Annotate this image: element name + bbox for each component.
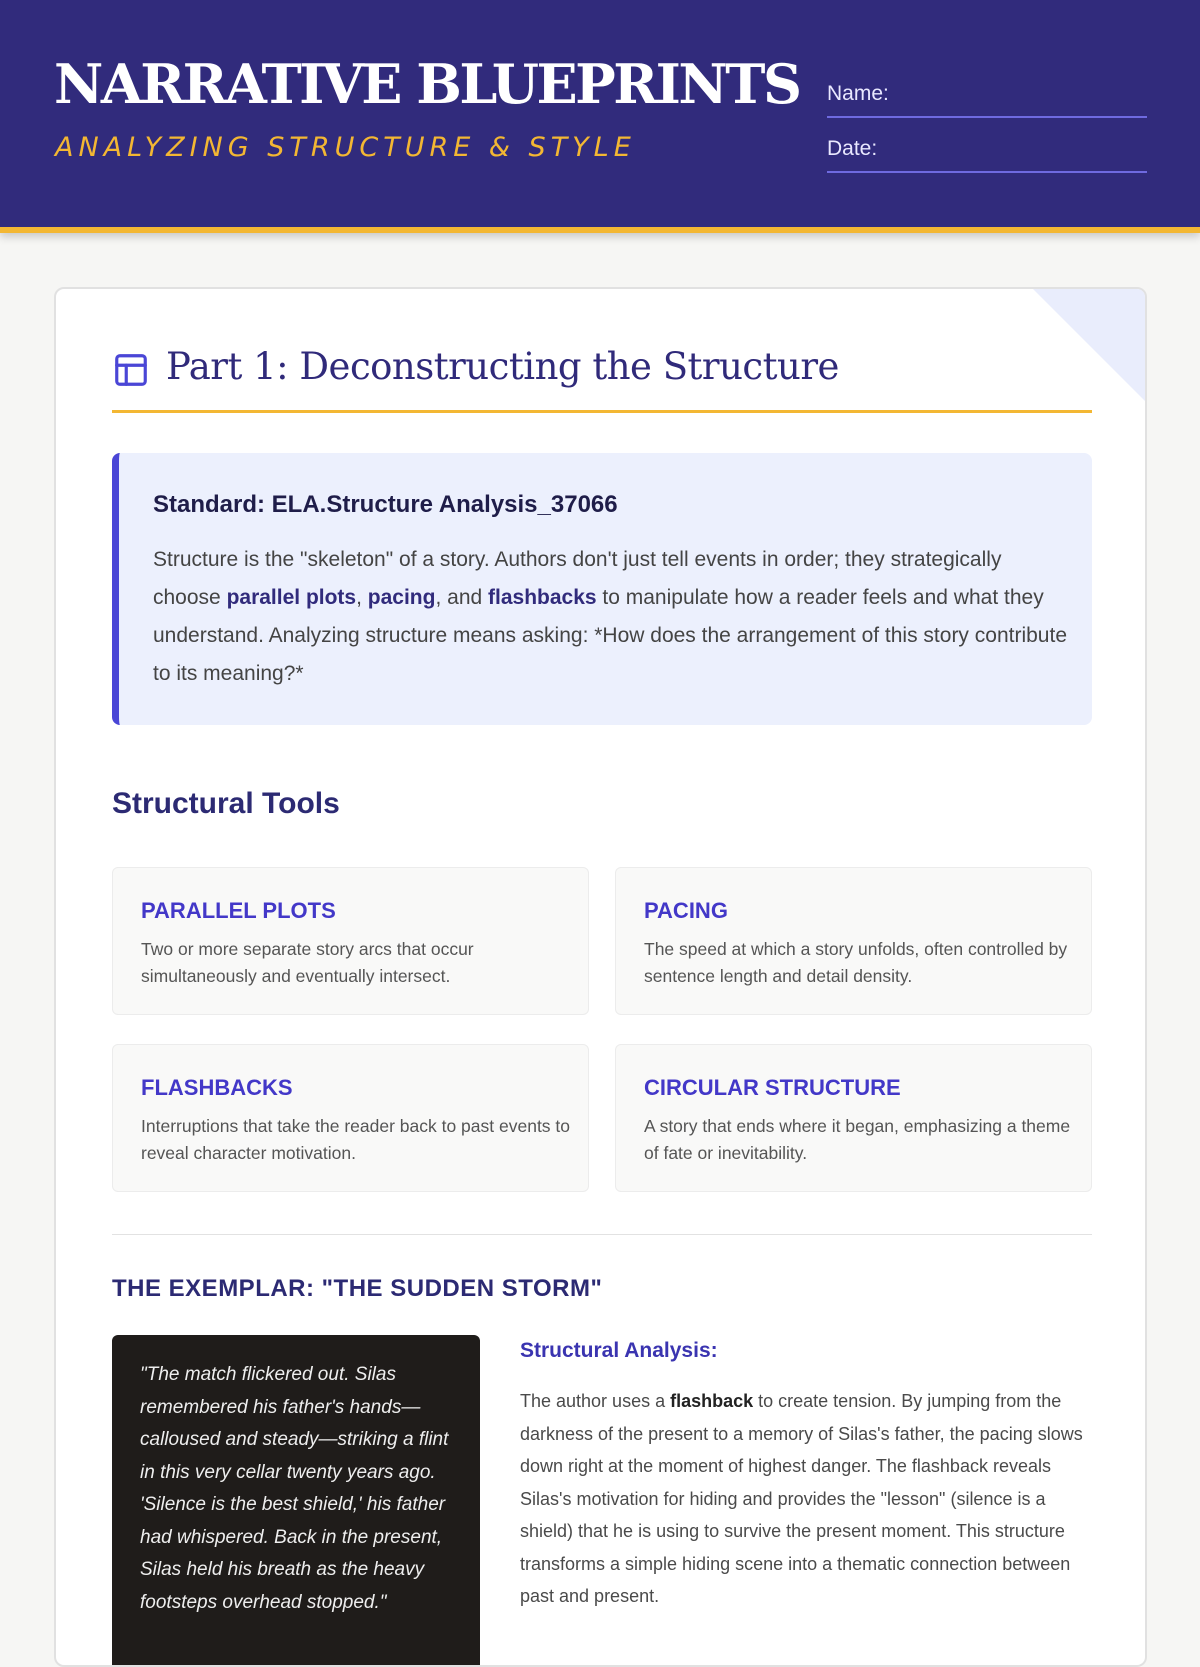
date-label: Date: bbox=[827, 137, 878, 160]
keyword-pacing: pacing bbox=[367, 586, 436, 609]
layout-icon bbox=[112, 351, 150, 389]
exemplar-quote-box bbox=[112, 1335, 480, 1667]
standard-text-separator: , bbox=[356, 586, 368, 609]
tool-card-parallel-plots bbox=[112, 867, 589, 1015]
part-heading bbox=[112, 345, 1092, 413]
tool-description: Two or more separate story arcs that occur simultaneously and eventually intersect. bbox=[141, 939, 474, 986]
analysis-text-part: The author uses a bbox=[520, 1391, 671, 1411]
analysis-text bbox=[520, 1385, 1095, 1613]
page-header bbox=[0, 0, 1200, 233]
tool-title: FLASHBACKS bbox=[141, 1075, 293, 1100]
tool-description: The speed at which a story unfolds, often controlled by sentence length and detail density. bbox=[644, 939, 1068, 986]
keyword-parallel-plots: parallel plots bbox=[226, 586, 357, 609]
exemplar-quote: "The match flickered out. Silas remembered his father's hands—calloused and steady—striking a flint in this very cellar twenty years ago. 'Silence is the best shield,' his father had whispered. Back in the present, Silas held his breath as the heavy footsteps overhead stopped." bbox=[140, 1364, 449, 1613]
tool-card-circular-structure bbox=[615, 1044, 1092, 1192]
worksheet-title: NARRATIVE BLUEPRINTS bbox=[54, 52, 800, 116]
worksheet-subtitle: ANALYZING STRUCTURE & STYLE bbox=[55, 132, 636, 163]
lesson-card bbox=[54, 287, 1147, 1667]
tool-description: A story that ends where it began, emphasizing a theme of fate or inevitability. bbox=[644, 1116, 1071, 1163]
analysis-text-part: to create tension. By jumping from the darkness of the present to a memory of Silas's father, the pacing slows down right at the moment of highest danger. The flashback reveals Silas's motivation for hiding and provides the "lesson" (silence is a shield) that he is using to survive the present moment. This structure transforms a simple hiding scene into a thematic connection between past and present. bbox=[520, 1391, 1083, 1606]
analysis-heading: Structural Analysis: bbox=[520, 1339, 718, 1362]
standard-text-part: to manipulate how a reader feels and what they understand. Analyzing structure means asking: *How does the arrangement of this story contribute to its meaning?* bbox=[153, 586, 1067, 685]
name-field[interactable] bbox=[827, 82, 1147, 118]
tool-card-pacing bbox=[615, 867, 1092, 1015]
structural-tools-heading: Structural Tools bbox=[112, 787, 340, 820]
date-field[interactable] bbox=[827, 137, 1147, 173]
tool-description: Interruptions that take the reader back to past events to reveal character motivation. bbox=[141, 1116, 571, 1163]
keyword-flashback: flashback bbox=[670, 1391, 754, 1411]
name-label: Name: bbox=[827, 82, 889, 105]
standard-callout bbox=[112, 453, 1092, 725]
keyword-flashbacks: flashbacks bbox=[488, 586, 597, 609]
tool-title: CIRCULAR STRUCTURE bbox=[644, 1075, 901, 1100]
exemplar-heading: THE EXEMPLAR: "THE SUDDEN STORM" bbox=[112, 1275, 603, 1302]
tool-title: PARALLEL PLOTS bbox=[141, 898, 336, 923]
standard-description bbox=[153, 541, 1073, 693]
standard-text-separator: , and bbox=[435, 586, 489, 609]
standard-title: Standard: ELA.Structure Analysis_37066 bbox=[153, 491, 618, 518]
part-title: Part 1: Deconstructing the Structure bbox=[166, 345, 839, 388]
tool-card-flashbacks bbox=[112, 1044, 589, 1192]
tool-title: PACING bbox=[644, 898, 728, 923]
standard-text-part: Structure is the "skeleton" of a story. Authors don't just tell events in order; they strategically choose bbox=[153, 548, 1002, 609]
section-divider bbox=[112, 1234, 1092, 1235]
